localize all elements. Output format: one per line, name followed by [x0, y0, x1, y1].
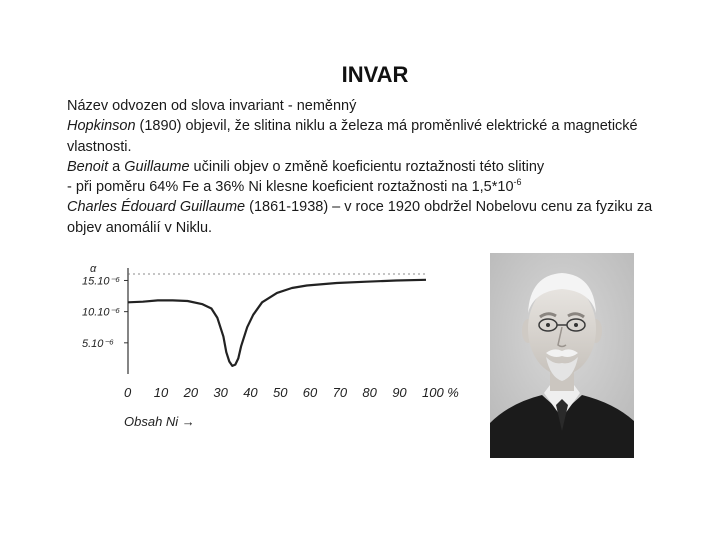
expansion-chart: [72, 256, 482, 436]
text-line-5-content: (1861-1938) – v roce 1920 obdržel Nobelovu cenu za fyziku za objev anomálií v Niklu.: [67, 199, 653, 236]
name-hopkinson: Hopkinson: [67, 118, 136, 135]
name-benoit: Benoit: [67, 158, 109, 175]
exponent: -6: [513, 177, 522, 188]
text-line-5: [67, 197, 667, 238]
y-tick-label: 15.10⁻⁶: [82, 275, 120, 288]
x-tick-label: 10: [153, 385, 169, 400]
y-axis-label: α: [90, 263, 97, 275]
x-tick-label: 50: [273, 385, 288, 400]
slide-title: INVAR: [341, 62, 409, 87]
name-guillaume: Guillaume: [124, 158, 190, 175]
body-text: [67, 96, 667, 238]
text-line-3: [67, 157, 667, 177]
chart-series-line: [128, 280, 426, 366]
y-tick-label: 10.10⁻⁶: [82, 306, 120, 319]
portrait-image: [490, 253, 634, 458]
x-tick-label: 60: [302, 385, 318, 400]
text-line-2: [67, 116, 667, 157]
text-line-1: [67, 96, 667, 116]
x-tick-label: 20: [183, 385, 199, 400]
text-line-4: [67, 177, 667, 197]
x-tick-label: 90: [392, 385, 407, 400]
x-tick-label: 40: [243, 385, 258, 400]
x-tick-label: 70: [332, 385, 348, 400]
y-tick-labels: [82, 275, 128, 349]
portrait-photo: [490, 253, 634, 458]
x-tick-label: 0: [124, 385, 132, 400]
x-tick-label: 30: [213, 385, 228, 400]
y-axis-label-group: [90, 263, 97, 275]
x-axis-label: Obsah Ni →: [124, 414, 195, 429]
text-line-3-content: učinili objev o změně koeficientu roztažnosti této slitiny: [189, 158, 545, 175]
x-tick-labels: [124, 385, 459, 400]
x-tick-label: 100 %: [422, 385, 459, 400]
plot-frame: [128, 268, 426, 374]
name-charles-guillaume: Charles Édouard Guillaume: [67, 199, 246, 216]
text-line-1-content: Název odvozen od slova invariant - neměnný: [67, 98, 357, 114]
y-tick-label: 5.10⁻⁶: [82, 337, 114, 350]
text-line-2-content: (1890) objevil, že slitina niklu a železa má proměnlivé elektrické a magnetické vlastnosti.: [67, 118, 638, 155]
text-line-4-content: - při poměru 64% Fe a 36% Ni klesne koeficient roztažnosti na 1,5*10: [67, 179, 514, 196]
text-line-3-and: a: [108, 158, 125, 175]
x-tick-label: 80: [362, 385, 377, 400]
